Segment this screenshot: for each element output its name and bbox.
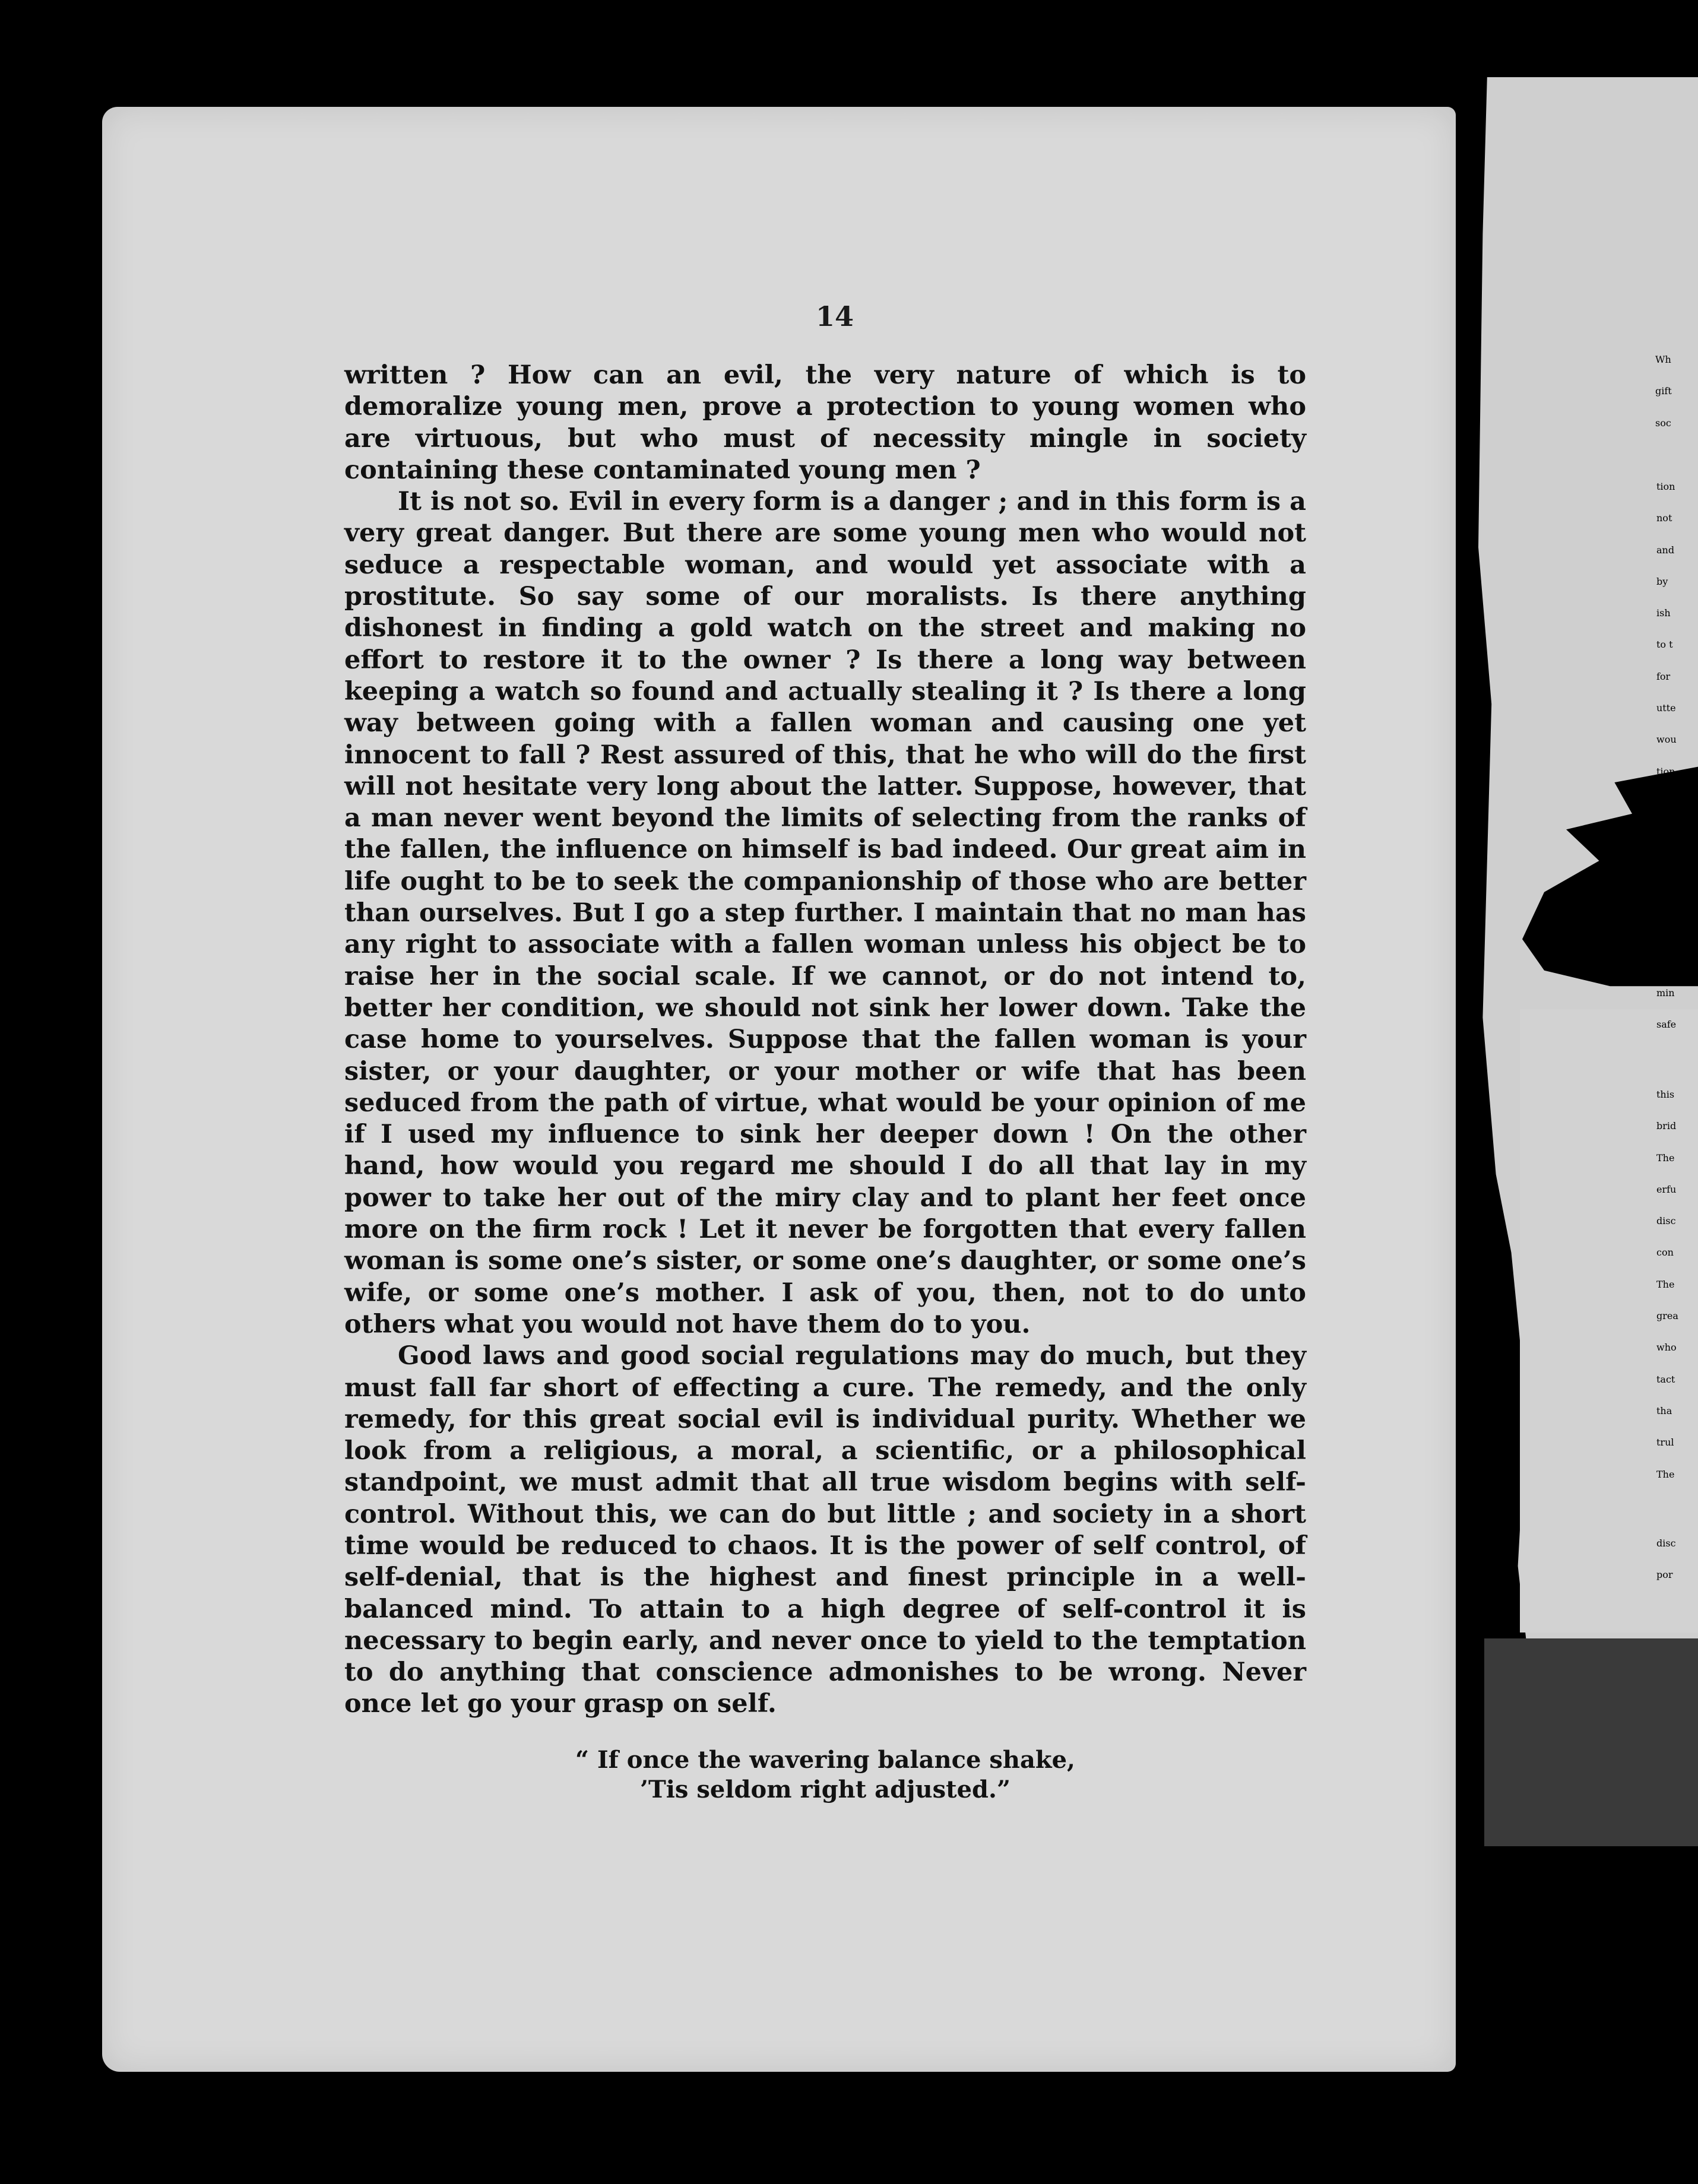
fragment: this: [1656, 1089, 1675, 1100]
fragment: who: [1656, 1342, 1677, 1353]
paragraph-3: Good laws and good social regulations may do much, but they must fall far short of effecting a cure. The remedy, and the only remedy, for this great social evil is individual purity. Whether we look from a religious, a moral, a scientific, or a philosophical standpoint, we must admit that all true wisdom begins with self-control. Without this, we can do but little ; and society in a short time would be reduced to chaos. It is the power of self control, of self-denial, that is the highest and finest principle in a well-balanced mind. To attain to a high degree of self-control it is necessary to begin early, and never once to yield to the temptation to do anything that conscience admonishes to be wrong. Never once let go your grasp on self.: [344, 1341, 1306, 1719]
fragment: not: [1656, 512, 1672, 524]
fragment: “ I: [1656, 924, 1668, 936]
fragment: to t: [1656, 639, 1673, 651]
fragment: Wh: [1655, 354, 1671, 365]
page-body: [344, 360, 1306, 1720]
adjacent-fragments-low: [1656, 1089, 1698, 1500]
fragment: grea: [1656, 1310, 1678, 1322]
fragment: utte: [1656, 702, 1676, 714]
quote-line-1: “ If once the wavering balance shake,: [575, 1746, 1075, 1774]
fragment: by: [1656, 575, 1668, 587]
closing-quote: [344, 1745, 1306, 1805]
fragment: con: [1656, 1247, 1674, 1259]
adjacent-fragments-bottom: [1656, 1538, 1698, 1587]
adjacent-fragments-top: [1655, 354, 1698, 449]
fragment: ish: [1656, 607, 1671, 619]
fragment: ene: [1656, 860, 1674, 872]
page-number: 14: [815, 300, 854, 332]
fragment: The: [1656, 1468, 1675, 1480]
fragment: The: [1656, 1152, 1675, 1164]
paragraph-1: written ? How can an evil, the very nature of which is to demoralize young men, prove a protection to young women who are virtuous, but who must of necessity mingle in society containing these contaminated young men ?: [344, 360, 1306, 485]
fragment: min: [1656, 987, 1675, 999]
cardboard-backing: [1484, 1638, 1698, 1846]
fragment: only: [1656, 829, 1677, 841]
fragment: The: [1656, 1278, 1675, 1290]
fragment: erfu: [1656, 1183, 1677, 1195]
fragment: tha: [1656, 892, 1672, 904]
fragment: trul: [1656, 1437, 1674, 1448]
fragment: soc: [1655, 417, 1671, 429]
fragment: gift: [1655, 385, 1672, 397]
fragment: tact: [1656, 1373, 1675, 1385]
fragment: tion: [1656, 481, 1675, 492]
paragraph-2: It is not so. Evil in every form is a danger ; and in this form is a very great danger. But there are some young men who would not seduce a respectable woman, and would yet associate with a prostitute. So say some of our moralists. Is there anything dishonest in finding a gold watch on the street and making no effort to restore it to the owner ? Is there a long way between keeping a watch so found and actually stealing it ? Is there a long way between going with a fallen woman and causing one yet innocent to fall ? Rest assured of this, that he who will do the first will not hesitate very long about the latter. Suppose, however, that a man never went beyond the limits of selecting from the ranks of the fallen, the influence on himself is bad indeed. Our great aim in life ought to be to seek the companionship of those who are better than ourselves. But I go a step further. I maintain that no man has any right to associate with a fallen woman unless his object be to raise her in the social scale. If we cannot, or do not intend to, better her condition, we should not sink her lower down. Take the case home to yourselves. Suppose that the fallen woman is your sister, or your daughter, or your mother or wife that has been seduced from the path of virtue, what would be your opinion of me if I used my influence to sink her deeper down ! On the other hand, how would you regard me should I do all that lay in my power to take her out of the miry clay and to plant her feet once more on the firm rock ! Let it never be forgotten that every fallen woman is some one’s sister, or some one’s daughter, or some one’s wife, or some one’s mother. I ask of you, then, not to do unto others what you would not have them do to you.: [344, 487, 1306, 1339]
fragment: tha: [1656, 1405, 1672, 1416]
fragment: whi: [1656, 797, 1674, 809]
fragment: and: [1656, 544, 1675, 556]
fragment: for: [1656, 670, 1671, 682]
fragment: tha: [1656, 955, 1672, 967]
fragment: safe: [1656, 1019, 1677, 1031]
fragment: por: [1656, 1569, 1673, 1581]
adjacent-fragments-mid: [1656, 481, 1698, 1050]
fragment: brid: [1656, 1120, 1677, 1132]
fragment: disc: [1656, 1538, 1676, 1549]
fragment: tion: [1656, 765, 1675, 777]
quote-line-2: ’Tis seldom right adjusted.”: [640, 1776, 1010, 1803]
fragment: disc: [1656, 1215, 1676, 1227]
fragment: wou: [1656, 734, 1677, 746]
